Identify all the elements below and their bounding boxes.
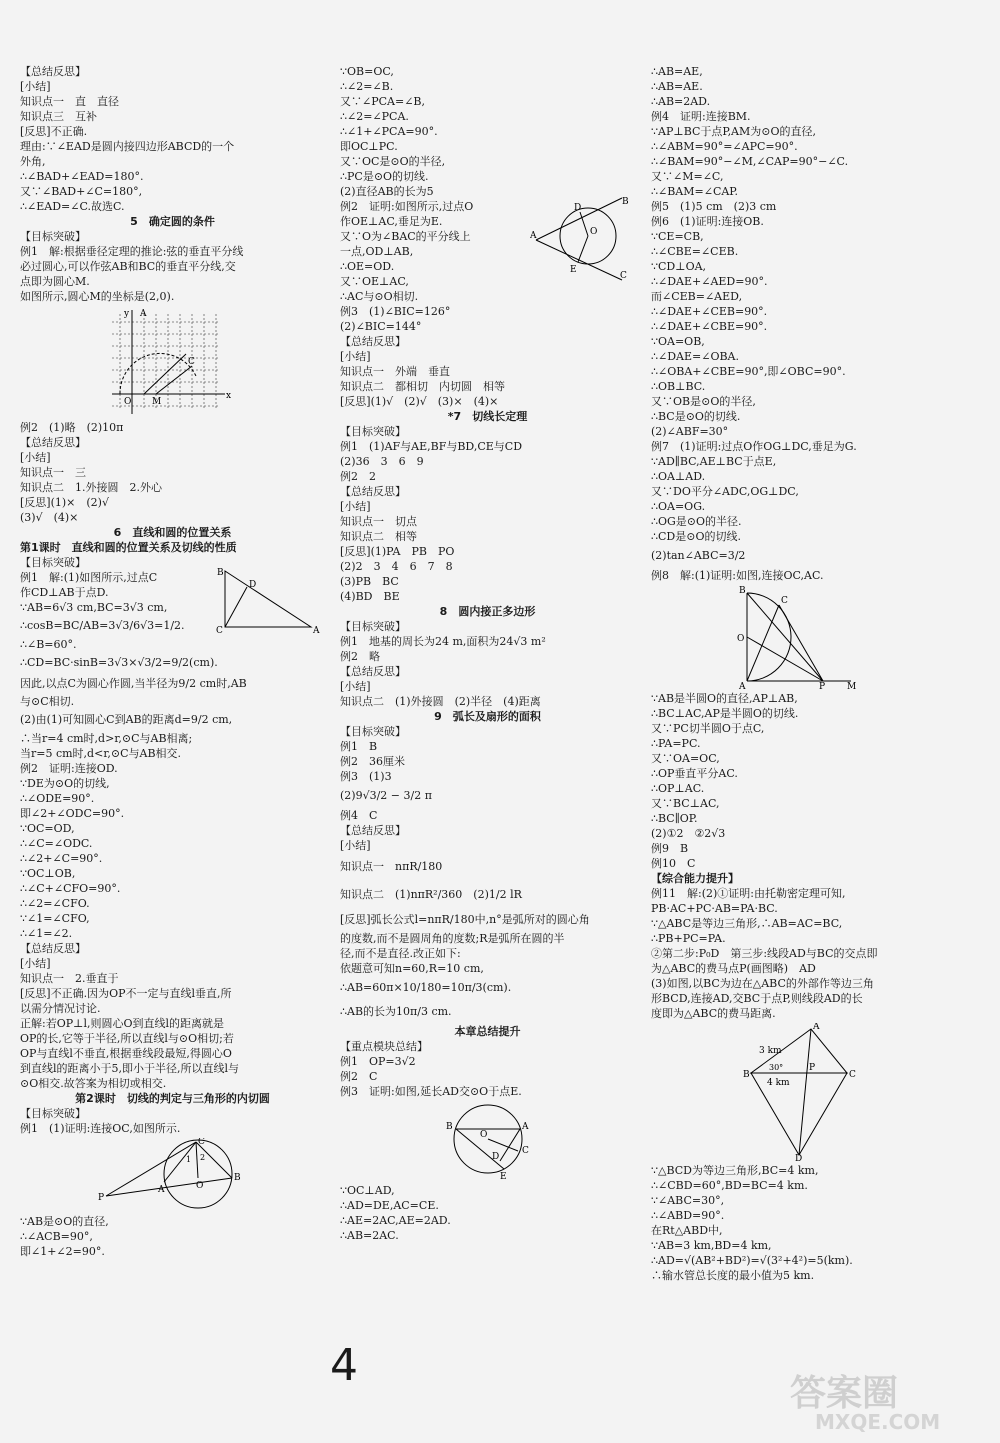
block-c1a <box>20 64 325 214</box>
text-line: [小结] <box>340 350 371 363</box>
text-line: ∴∠DAE+∠CBE=90°. <box>651 320 768 333</box>
text-line: ∴AD=√(AB²+BD²)=√(3²+4²)=5(km). <box>651 1254 853 1267</box>
text-line: 例5 (1)5 cm (2)3 cm <box>651 200 777 213</box>
text-line: PB·AC+PC·AB=PA·BC. <box>651 902 778 915</box>
text-line: ∴BC⊥AC,AP是半圆O的切线. <box>651 707 799 720</box>
figure-semicircle <box>651 585 986 689</box>
text-line: [小结] <box>340 839 371 852</box>
text-line: ∴∠OBA+∠CBE=90°,即∠OBC=90°. <box>651 365 846 378</box>
text-line: 即OC⊥PC. <box>340 140 398 153</box>
text-line: 又∵∠PCA=∠B, <box>340 95 425 108</box>
text-line: 即∠1+∠2=90°. <box>20 1245 105 1258</box>
section-heading: 5 确定圆的条件 <box>130 215 215 228</box>
text-line: 例1 OP=3√2 <box>340 1055 416 1068</box>
text-line: 知识点一 外端 垂直 <box>340 365 450 378</box>
fig-label: C <box>620 271 627 281</box>
text-line: ∴∠C=∠ODC. <box>20 837 93 850</box>
text-line: 例11 解:(2)①证明:由托勒密定理可知, <box>651 887 846 900</box>
text-line: ∴OE=OD. <box>340 260 395 273</box>
text-line: ∵OC⊥AD, <box>340 1184 395 1197</box>
fig-label: O <box>480 1130 488 1140</box>
text-line: 径,而不是直径.改正如下: <box>340 947 461 960</box>
text-line: [小结] <box>20 451 51 464</box>
text-line: 例6 (1)证明:连接OB. <box>651 215 764 228</box>
text-line: 知识点一 直 直径 <box>20 95 119 108</box>
text-line: ∴OP垂直平分AC. <box>651 767 738 780</box>
subsection-heading: 第2课时 切线的判定与三角形的内切圆 <box>75 1092 270 1105</box>
text-line: 作CD⊥AB于点D. <box>20 586 109 599</box>
text-line: (2)∠BIC=144° <box>340 320 422 333</box>
fig-label: D <box>249 580 257 590</box>
text-line: 【目标突破】 <box>20 230 86 243</box>
text-line: 正解:若OP⊥l,则圆心O到直线l的距离就是 <box>20 1017 225 1030</box>
text-line: ∵DE为⊙O的切线, <box>20 777 110 790</box>
fig-label: C <box>188 357 195 367</box>
text-line: 【目标突破】 <box>20 1107 86 1120</box>
text-line: 例9 B <box>651 842 689 855</box>
text-line: (2)9√3/2 − 3/2 π <box>340 789 432 802</box>
text-line: ∴∠BAM=∠CAP. <box>651 185 738 198</box>
text-line: 【目标突破】 <box>340 725 406 738</box>
watermark-url: MXQE.COM <box>815 1410 941 1434</box>
text-line: (2)tan∠ABC=3/2 <box>651 549 746 562</box>
text-line: 例2 证明:如图所示,过点O <box>340 200 474 213</box>
text-line: ∴∠1+∠PCA=90°. <box>340 125 438 138</box>
text-line: 理由:∵∠EAD是圆内接四边形ABCD的一个 <box>20 140 235 153</box>
text-line: (2)36 3 6 9 <box>340 455 424 468</box>
text-line: 而∠CEB=∠AED, <box>651 290 743 303</box>
text-line: ∴∠ABM=90°=∠APC=90°. <box>651 140 798 153</box>
section-heading: *7 切线长定理 <box>447 410 528 423</box>
figure-tangent-circle <box>20 1138 325 1212</box>
text-line: ∴CD是⊙O的切线. <box>651 530 741 543</box>
text-line: ∴∠DAE+∠AED=90°. <box>651 275 768 288</box>
text-line: ∴∠CBE=∠CEB. <box>651 245 739 258</box>
text-line: 【总结反思】 <box>340 485 406 498</box>
text-line: 的度数,而不是圆周角的度数;R是弧所在圆的半 <box>340 932 565 945</box>
text-line: ∴PA=PC. <box>651 737 701 750</box>
fig-label: B <box>622 197 629 207</box>
text-line: 点即为圆心M. <box>20 275 90 288</box>
fig-label: B <box>739 586 746 596</box>
text-line: 【目标突破】 <box>340 425 406 438</box>
text-line: 【总结反思】 <box>340 824 406 837</box>
block-c3b <box>651 691 986 1021</box>
text-line: ∵OA=OB, <box>651 335 705 348</box>
text-line: 【重点模块总结】 <box>340 1040 428 1053</box>
text-line: ∴AC与⊙O相切. <box>340 290 419 303</box>
text-line: 必过圆心,可以作弦AB和BC的垂直平分线,交 <box>20 260 236 273</box>
text-line: ∴PB+PC=PA. <box>651 932 726 945</box>
text-line: ∴∠2=∠B. <box>340 80 394 93</box>
text-line: 例7 (1)证明:过点O作OG⊥DC,垂足为G. <box>651 440 857 453</box>
section-heading: 6 直线和圆的位置关系 <box>113 526 232 539</box>
text-line: 知识点二 1.外接圆 2.外心 <box>20 481 162 494</box>
block-c2b <box>340 424 635 604</box>
fig-label: y <box>124 309 130 319</box>
text-line: ∴∠BAM=90°−∠M,∠CAP=90°−∠C. <box>651 155 849 168</box>
text-line: ∵AD∥BC,AE⊥BC于点E, <box>651 455 777 468</box>
text-line: ⊙O相交.故答案为相切或相交. <box>20 1077 167 1090</box>
block-c1f <box>20 1214 325 1259</box>
fig-label: C <box>781 596 788 606</box>
text-line: 又∵BC⊥AC, <box>651 797 720 810</box>
text-line: ∴∠1=∠2. <box>20 927 73 940</box>
text-line: 以需分情况讨论. <box>20 1002 101 1015</box>
text-line: 如图所示,圆心M的坐标是(2,0). <box>20 290 175 303</box>
text-line: (3)√ (4)× <box>20 511 79 524</box>
fig-label: A <box>739 682 746 689</box>
text-line: (2)直径AB的长为5 <box>340 185 434 198</box>
text-line: ∵CE=CB, <box>651 230 704 243</box>
text-line: 例2 证明:连接OD. <box>20 762 118 775</box>
text-line: ∵AB=6√3 cm,BC=3√3 cm, <box>20 601 168 614</box>
text-line: ∴AB=2AC. <box>340 1229 399 1242</box>
block-c2c <box>340 619 635 709</box>
text-line: 因此,以点C为圆心作圆,当半径为9/2 cm时,AB <box>20 677 247 690</box>
text-line: 例4 证明:连接BM. <box>651 110 751 123</box>
text-line: [小结] <box>20 957 51 970</box>
fig-label: A <box>813 1023 820 1032</box>
fig-label: x <box>226 391 232 401</box>
text-line: 【总结反思】 <box>340 335 406 348</box>
text-line: ∴BC是⊙O的切线. <box>651 410 741 423</box>
text-line: 即∠2+∠ODC=90°. <box>20 807 125 820</box>
fig-label: 4 km <box>767 1078 790 1088</box>
figure-circle-chords <box>340 1101 635 1181</box>
text-line: 与⊙C相切. <box>20 695 75 708</box>
text-line: [反思](1)√ (2)√ (3)× (4)× <box>340 395 499 408</box>
fig-label: M <box>152 397 162 407</box>
text-line: 例4 C <box>340 809 378 822</box>
text-line: 又∵DO平分∠ADC,OG⊥DC, <box>651 485 799 498</box>
text-line: 例1 解:(1)如图所示,过点C <box>20 571 158 584</box>
page-number: 4 <box>330 1340 358 1391</box>
text-line: 例1 B <box>340 740 378 753</box>
text-line: ∴AB=60π×10/180=10π/3(cm). <box>340 981 512 994</box>
fig-label: A <box>313 626 320 635</box>
text-line: ∵AB是半圆O的直径,AP⊥AB, <box>651 692 798 705</box>
text-line: 又∵OC是⊙O的半径, <box>340 155 446 168</box>
block-c2e <box>340 1039 635 1099</box>
text-line: ∴∠2=∠PCA. <box>340 110 409 123</box>
block-c1d <box>20 555 325 1091</box>
text-line: [反思]不正确.因为OP不一定与直线l垂直,所 <box>20 987 232 1000</box>
text-line: 外角, <box>20 155 46 168</box>
column-left <box>20 64 325 1259</box>
column-middle <box>340 64 635 1243</box>
text-line: 依题意可知n=60,R=10 cm, <box>340 962 484 975</box>
text-line: 知识点一 三 <box>20 466 86 479</box>
text-line: ∴BC∥OP. <box>651 812 698 825</box>
text-line: ∵OC⊥OB, <box>20 867 76 880</box>
fig-label: B <box>446 1122 453 1132</box>
text-line: ∵∠ABC=30°, <box>651 1194 725 1207</box>
text-line: ∵AB=3 km,BD=4 km, <box>651 1239 772 1252</box>
text-line: (3)如图,以BC为边在△ABC的外部作等边三角 <box>651 977 874 990</box>
text-line: ∵OB=OC, <box>340 65 394 78</box>
figure-fermat <box>651 1023 986 1161</box>
fig-label: C <box>198 1138 205 1147</box>
text-line: ∴AE=2AC,AE=2AD. <box>340 1214 451 1227</box>
text-line: [小结] <box>340 500 371 513</box>
text-line: 【总结反思】 <box>20 942 86 955</box>
text-line: 又∵∠M=∠C, <box>651 170 724 183</box>
fig-label: 30° <box>769 1063 784 1072</box>
text-line: 一点,OD⊥AB, <box>340 245 414 258</box>
fig-label: C <box>216 626 223 635</box>
text-line: 知识点二 相等 <box>340 530 417 543</box>
text-line: ∵AP⊥BC于点P,AM为⊙O的直径, <box>651 125 816 138</box>
text-line: ∴当r=4 cm时,d>r,⊙C与AB相离; <box>20 732 193 745</box>
text-line: [小结] <box>20 80 51 93</box>
text-line: ∴cosB=BC/AB=3√3/6√3=1/2. <box>20 619 185 632</box>
text-line: 知识点一 2.垂直于 <box>20 972 119 985</box>
text-line: 形BCD,连接AD,交BC于点P,则线段AD的长 <box>651 992 863 1005</box>
text-line: [小结] <box>340 680 371 693</box>
block-c3a <box>651 64 986 583</box>
fig-label: D <box>574 203 582 213</box>
text-line: ∴AD=DE,AC=CE. <box>340 1199 439 1212</box>
text-line: 例2 略 <box>340 650 380 663</box>
text-line: ∴∠B=60°. <box>20 638 77 651</box>
fig-label: 2 <box>200 1153 206 1162</box>
text-line: ②第二步:P₀D 第三步:线段AD与BC的交点即 <box>651 947 878 960</box>
text-line: 例8 解:(1)证明:如图,连接OC,AC. <box>651 569 824 582</box>
text-line: (2)∠ABF=30° <box>651 425 729 438</box>
text-line: 度即为△ABC的费马距离. <box>651 1007 776 1020</box>
text-line: ∴OP⊥AC. <box>651 782 705 795</box>
text-line: 知识点二 都相切 内切圆 相等 <box>340 380 505 393</box>
text-line: 【目标突破】 <box>20 556 86 569</box>
text-line: (2)①2 ②2√3 <box>651 827 726 840</box>
text-line: ∴AB的长为10π/3 cm. <box>340 1005 452 1018</box>
text-line: 【综合能力提升】 <box>651 872 739 885</box>
text-line: 又∵OB是⊙O的半径, <box>651 395 756 408</box>
text-line: ∵△BCD为等边三角形,BC=4 km, <box>651 1164 819 1177</box>
text-line: 例2 (1)略 (2)10π <box>20 421 124 434</box>
section-heading: 8 圆内接正多边形 <box>439 605 536 618</box>
fig-label: M <box>847 682 857 689</box>
text-line: OP的长,它等于半径,所以直线l与⊙O相切;若 <box>20 1032 234 1045</box>
text-line: ∴∠DAE=∠OBA. <box>651 350 739 363</box>
text-line: 作OE⊥AC,垂足为E. <box>340 215 443 228</box>
text-line: (4)BD BE <box>340 590 400 603</box>
text-line: 例3 证明:如图,延长AD交⊙O于点E. <box>340 1085 522 1098</box>
text-line: ∴AB=2AD. <box>651 95 711 108</box>
text-line: ∵△ABC是等边三角形,∴AB=AC=BC, <box>651 917 843 930</box>
fig-label: A <box>530 231 537 241</box>
text-line: ∴输水管总长度的最小值为5 km. <box>651 1269 815 1282</box>
text-line: (2)由(1)可知圆心C到AB的距离d=9/2 cm, <box>20 713 233 726</box>
block-c3c <box>651 1163 986 1283</box>
text-line: 例1 解:根据垂径定理的推论:弦的垂直平分线 <box>20 245 244 258</box>
section-heading: 9 弧长及扇形的面积 <box>434 710 541 723</box>
figure-grid-circle <box>20 306 325 418</box>
text-line: 【目标突破】 <box>340 620 406 633</box>
fig-label: A <box>522 1122 529 1132</box>
block-c2a <box>340 64 635 409</box>
text-line: ∴OA=OG. <box>651 500 706 513</box>
fig-label: O <box>196 1181 204 1191</box>
fig-label: D <box>492 1152 500 1162</box>
text-line: 在Rt△ABD中, <box>651 1224 723 1237</box>
text-line: 知识点三 互补 <box>20 110 97 123</box>
text-line: ∴∠C+∠CFO=90°. <box>20 882 121 895</box>
text-line: (2)2 3 4 6 7 8 <box>340 560 453 573</box>
fig-label: D <box>795 1154 803 1161</box>
text-line: 例2 C <box>340 1070 378 1083</box>
text-line: (3)PB BC <box>340 575 399 588</box>
text-line: 例2 2 <box>340 470 376 483</box>
fig-label: C <box>522 1146 529 1156</box>
block-c1b <box>20 229 325 304</box>
text-line: 又∵O为∠BAC的平分线上 <box>340 230 471 243</box>
fig-label: 1 <box>186 1155 192 1164</box>
block-c2f <box>340 1183 635 1243</box>
text-line: 知识点一 nπR/180 <box>340 860 443 873</box>
text-line: [反思]不正确. <box>20 125 88 138</box>
text-line: 【总结反思】 <box>20 65 86 78</box>
text-line: ∵OC=OD, <box>20 822 75 835</box>
text-line: 例10 C <box>651 857 696 870</box>
text-line: ∴∠ABD=90°. <box>651 1209 725 1222</box>
fig-label: P <box>819 682 826 689</box>
fig-label: B <box>234 1173 241 1183</box>
fig-label: E <box>500 1172 507 1181</box>
text-line: 为△ABC的费马点P(画图略) AD <box>651 962 816 975</box>
text-line: ∴AB=AE. <box>651 80 703 93</box>
block-c2d <box>340 724 635 1024</box>
fig-label: P <box>98 1193 105 1203</box>
text-line: ∴∠ACB=90°, <box>20 1230 93 1243</box>
text-line: ∵∠1=∠CFO, <box>20 912 90 925</box>
text-line: ∴∠BAD+∠EAD=180°. <box>20 170 144 183</box>
text-line: ∴OG是⊙O的半径. <box>651 515 742 528</box>
text-line: ∴CD=BC·sinB=3√3×√3/2=9/2(cm). <box>20 656 218 669</box>
text-line: 例2 36厘米 <box>340 755 405 768</box>
text-line: 例3 (1)∠BIC=126° <box>340 305 451 318</box>
text-line: ∴∠ODE=90°. <box>20 792 95 805</box>
text-line: 知识点二 (1)外接圆 (2)半径 (4)距离 <box>340 695 541 708</box>
text-line: 【总结反思】 <box>20 436 86 449</box>
text-line: ∵CD⊥OA, <box>651 260 707 273</box>
fig-label: A <box>140 309 147 319</box>
text-line: [反思]弧长公式l=nπR/180中,n°是弧所对的圆心角 <box>340 913 590 926</box>
text-line: 知识点二 (1)nπR²/360 (2)1/2 lR <box>340 888 522 901</box>
fig-label: C <box>849 1070 856 1080</box>
fig-label: O <box>590 227 598 237</box>
section-heading: 本章总结提升 <box>454 1025 521 1038</box>
text-line: 又∵PC切半圆O于点C, <box>651 722 765 735</box>
fig-label: O <box>737 634 745 644</box>
text-line: 又∵OA=OC, <box>651 752 720 765</box>
text-line: 例3 (1)3 <box>340 770 392 783</box>
text-line: 知识点一 切点 <box>340 515 417 528</box>
text-line: ∴∠EAD=∠C.故选C. <box>20 200 125 213</box>
text-line: ∴∠CBD=60°,BD=BC=4 km. <box>651 1179 808 1192</box>
fig-label: P <box>809 1063 816 1073</box>
text-line: 例1 (1)证明:连接OC,如图所示. <box>20 1122 181 1135</box>
text-line: 到直线l的距离小于5,即小于半径,所以直线l与 <box>20 1062 240 1075</box>
text-line: 当r=5 cm时,d<r,⊙C与AB相交. <box>20 747 182 760</box>
fig-label: A <box>158 1185 165 1195</box>
text-line: [反思](1)PA PB PO <box>340 545 455 558</box>
fig-label: O <box>124 397 132 407</box>
text-line: ∴∠DAE+∠CEB=90°. <box>651 305 768 318</box>
fig-label: 3 km <box>759 1046 782 1056</box>
fig-label: B <box>217 568 224 578</box>
text-line: ∴OA⊥AD. <box>651 470 706 483</box>
text-line: ∴∠2+∠C=90°. <box>20 852 103 865</box>
text-line: ∵AB是⊙O的直径, <box>20 1215 109 1228</box>
text-line: OP与直线l不垂直,根据垂线段最短,得圆心O <box>20 1047 232 1060</box>
watermark-logo: 答案圈 <box>790 1373 899 1414</box>
subsection-heading: 第1课时 直线和圆的位置关系及切线的性质 <box>20 541 237 554</box>
text-line: ∴OB⊥BC. <box>651 380 706 393</box>
fig-label: B <box>743 1070 750 1080</box>
column-right <box>651 64 986 1283</box>
text-line: 又∵OE⊥AC, <box>340 275 409 288</box>
text-line: [反思](1)× (2)√ <box>20 496 109 509</box>
text-line: 例1 (1)AF与AE,BF与BD,CE与CD <box>340 440 523 453</box>
text-line: ∴∠2=∠CFO. <box>20 897 90 910</box>
text-line: ∴AB=AE, <box>651 65 703 78</box>
fig-label: E <box>570 265 577 275</box>
text-line: ∴PC是⊙O的切线. <box>340 170 429 183</box>
text-line: 例1 地基的周长为24 m,面积为24√3 m² <box>340 635 546 648</box>
block-c1e <box>20 1106 325 1136</box>
text-line: 又∵∠BAD+∠C=180°, <box>20 185 143 198</box>
text-line: 【总结反思】 <box>340 665 406 678</box>
block-c1c <box>20 420 325 525</box>
